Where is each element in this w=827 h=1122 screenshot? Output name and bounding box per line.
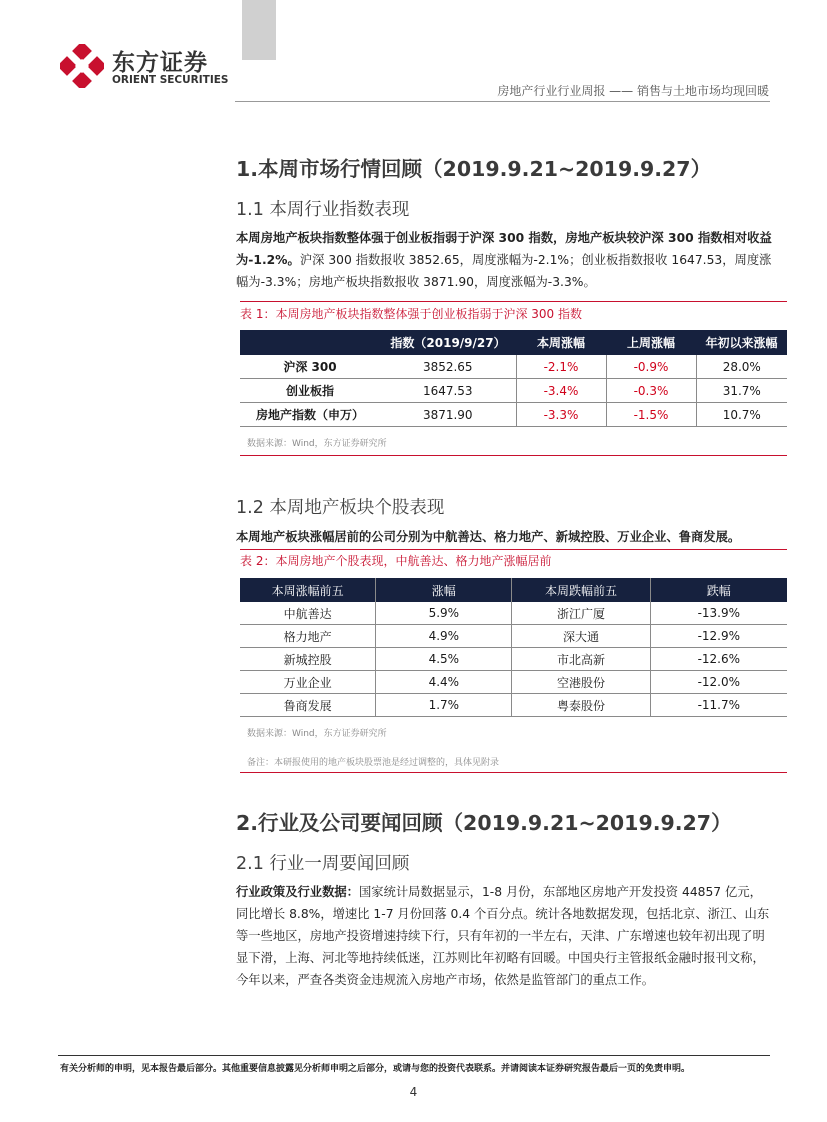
table2-cell: 格力地产: [240, 625, 376, 648]
table2-top-rule: [240, 549, 787, 550]
section1-1-paragraph-bold: 本周房地产板块指数整体强于创业板指弱于沪深 300 指数，房地产板块较沪深 300 指数相对收益为-1.2%。: [236, 231, 772, 267]
table2-cell: -13.9%: [650, 602, 787, 625]
section2-title: 2.行业及公司要闻回顾（2019.9.21~2019.9.27）: [236, 811, 732, 835]
section1-2-title: 1.2 本周地产板块个股表现: [236, 498, 445, 518]
table1-cell: -3.3%: [516, 403, 606, 427]
section1-1-paragraph-text: 沪深 300 指数报收 3852.65，周度涨幅为-2.1%；创业板指数报收 1647.53，周度涨幅为-3.3%；房地产板块指数报收 3871.90，周度涨幅为-3.3%。: [236, 253, 772, 289]
table1-top-rule: [240, 301, 787, 302]
table1-cell: 1647.53: [380, 379, 516, 403]
table2-cell: 空港股份: [512, 671, 650, 694]
table2-source: 数据来源：Wind，东方证券研究所: [247, 729, 387, 739]
table1-header-cell: 本周涨幅: [516, 330, 606, 355]
table1-bottom-rule: [240, 455, 787, 456]
table1-header-cell: 指数（2019/9/27）: [380, 330, 516, 355]
logo-english-name: ORIENT SECURITIES: [112, 74, 229, 86]
table2-header-cell: 涨幅: [376, 578, 512, 602]
table2-cell: 粤泰股份: [512, 694, 650, 717]
table-row: [240, 379, 787, 403]
table2-cell: -12.0%: [650, 671, 787, 694]
table2-cell: 4.4%: [376, 671, 512, 694]
table2-cell: -11.7%: [650, 694, 787, 717]
section1-2-paragraph: 本周地产板块涨幅居前的公司分别为中航善达、格力地产、新城控股、万业企业、鲁商发展。: [236, 530, 741, 544]
table-row: [240, 694, 787, 717]
table1-header-cell: 年初以来涨幅: [696, 330, 787, 355]
table1-source: 数据来源：Wind，东方证券研究所: [247, 439, 387, 449]
table2-cell: 中航善达: [240, 602, 376, 625]
section2-1-paragraph-bold: 行业政策及行业数据：: [236, 885, 359, 899]
table1-cell: 10.7%: [696, 403, 787, 427]
table2-cell: 市北高新: [512, 648, 650, 671]
footer-disclaimer: 有关分析师的申明，见本报告最后部分。其他重要信息披露见分析师申明之后部分，或请与您的投资代表联系。并请阅读本证券研究报告最后一页的免责申明。: [60, 1064, 691, 1074]
table-row: [240, 355, 787, 379]
table2-cell: -12.6%: [650, 648, 787, 671]
logo-chinese-name: 东方证券: [112, 50, 208, 76]
table1-cell: -0.9%: [606, 355, 696, 379]
orient-logo-icon: [60, 44, 104, 88]
table2-cell: 深大通: [512, 625, 650, 648]
table-row: [240, 671, 787, 694]
table2-cell: 4.5%: [376, 648, 512, 671]
section2-1-paragraph-text: 国家统计局数据显示，1-8 月份，东部地区房地产开发投资 44857 亿元，同比增长 8.8%，增速比 1-7 月份回落 0.4 个百分点。统计各地数据发现，包括北京、浙江、山东等一些地区，房地产投资增速持续下行，只有年初的一半左右，天津、广东增速也较年初出现了明显下滑，上海、河北等地持续低迷，江苏则比年初略有回暖。中国央行主管报纸金融时报刊文称，今年以来，严查各类资金违规流入房地产市场，依然是监管部门的重点工作。: [236, 885, 770, 987]
section2-1-title: 2.1 行业一周要闻回顾: [236, 854, 410, 874]
table1-row-label: 房地产指数（申万）: [240, 403, 380, 427]
table1-cell: 28.0%: [696, 355, 787, 379]
header-decor-bar: [242, 0, 276, 60]
table1-cell: -1.5%: [606, 403, 696, 427]
table2-cell: 新城控股: [240, 648, 376, 671]
footer-divider: [58, 1055, 770, 1056]
page-number: 4: [409, 1085, 418, 1099]
table2-cell: 4.9%: [376, 625, 512, 648]
table1-cell: -0.3%: [606, 379, 696, 403]
table1-cell: 3871.90: [380, 403, 516, 427]
table2-header-cell: 跌幅: [650, 578, 787, 602]
table1-cell: 3852.65: [380, 355, 516, 379]
table2-cell: 万业企业: [240, 671, 376, 694]
table-row: [240, 403, 787, 427]
table2-header-row: [240, 578, 787, 602]
table2-bottom-rule: [240, 772, 787, 773]
table1-cell: 31.7%: [696, 379, 787, 403]
table2-cell: 鲁商发展: [240, 694, 376, 717]
table1-row-label: 沪深 300: [240, 355, 380, 379]
table-index-performance: [240, 330, 787, 427]
header-divider: [235, 101, 770, 102]
section1-1-title: 1.1 本周行业指数表现: [236, 200, 410, 220]
section2-1-paragraph: [236, 881, 774, 991]
table2-note: 备注：本研报使用的地产板块股票池是经过调整的，具体见附录: [247, 758, 500, 768]
table1-header-cell: 上周涨幅: [606, 330, 696, 355]
table-row: [240, 602, 787, 625]
table1-row-label: 创业板指: [240, 379, 380, 403]
table1-cell: -2.1%: [516, 355, 606, 379]
report-title: 房地产行业行业周报 —— 销售与土地市场均现回暖: [497, 84, 769, 98]
table-stock-performance: [240, 578, 787, 717]
table2-caption: 表 2：本周房地产个股表现，中航善达、格力地产涨幅居前: [240, 554, 552, 568]
table1-header-cell: [240, 330, 380, 355]
table2-cell: 1.7%: [376, 694, 512, 717]
table2-cell: -12.9%: [650, 625, 787, 648]
table2-header-cell: 本周跌幅前五: [512, 578, 650, 602]
section1-1-paragraph: [236, 227, 774, 293]
table1-cell: -3.4%: [516, 379, 606, 403]
table1-header-row: [240, 330, 787, 355]
section1-title: 1.本周市场行情回顾（2019.9.21~2019.9.27）: [236, 157, 712, 181]
table-row: [240, 648, 787, 671]
table-row: [240, 625, 787, 648]
table1-caption: 表 1：本周房地产板块指数整体强于创业板指弱于沪深 300 指数: [240, 307, 582, 321]
table2-cell: 浙江广厦: [512, 602, 650, 625]
table2-header-cell: 本周涨幅前五: [240, 578, 376, 602]
table2-cell: 5.9%: [376, 602, 512, 625]
